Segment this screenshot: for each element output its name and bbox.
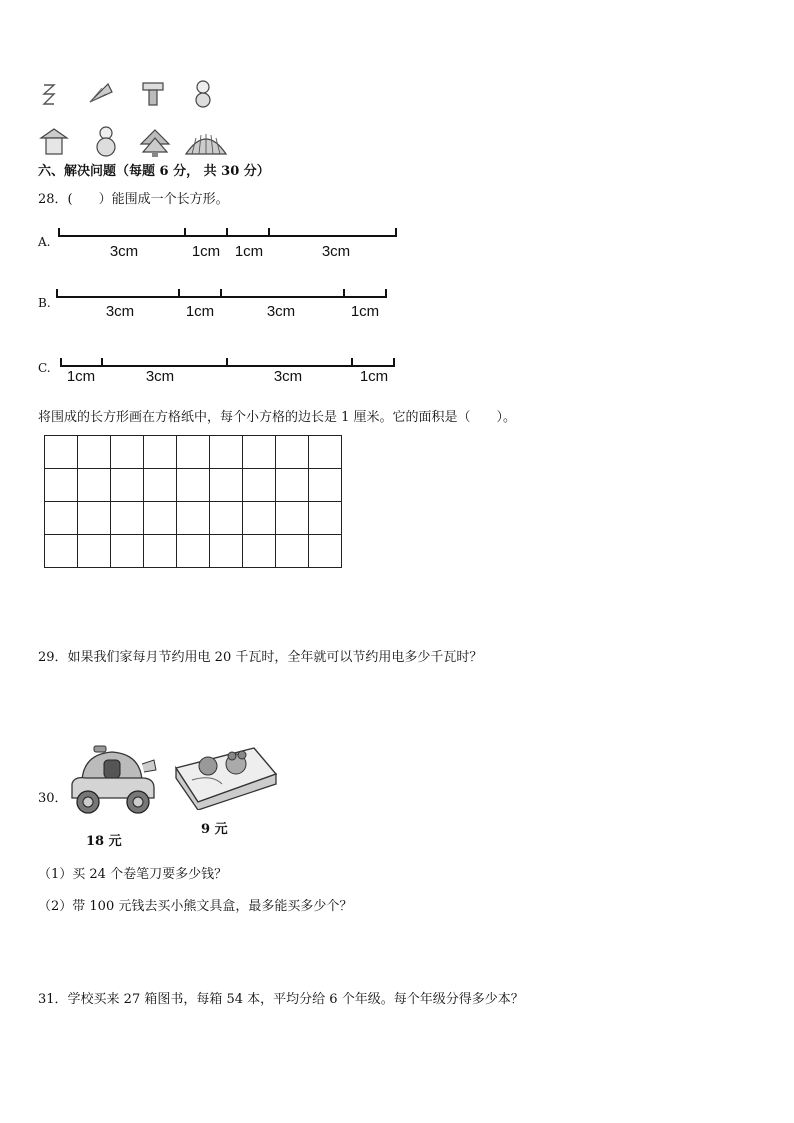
tick: [101, 358, 103, 367]
tick: [184, 228, 186, 237]
segment-length: 1cm: [234, 243, 264, 260]
pencil-sharpener-car-icon: [64, 740, 160, 820]
snowman-figure-icon: [94, 124, 118, 158]
tick: [268, 228, 270, 237]
tick: [385, 289, 387, 298]
segment-length: 3cm: [145, 368, 175, 385]
option-label: C.: [38, 361, 51, 375]
figure-eight-icon: [194, 78, 212, 110]
house-figure-icon: [38, 126, 70, 158]
segment-length: 3cm: [321, 243, 351, 260]
tick: [60, 358, 62, 367]
bear-pencil-case-icon: [172, 744, 280, 810]
segment-length: 1cm: [66, 368, 96, 385]
tick: [226, 228, 228, 237]
tick: [226, 358, 228, 367]
segment-length: 3cm: [105, 303, 135, 320]
umbrella-figure-icon: [184, 130, 228, 158]
tick: [351, 358, 353, 367]
t-shape-figure-icon: [141, 80, 165, 108]
q30-number: 30．: [38, 791, 68, 806]
section-heading: 六、解决问题（每题 6 分， 共 30 分）: [38, 164, 270, 179]
segment-length: 1cm: [350, 303, 380, 320]
segment-length: 3cm: [273, 368, 303, 385]
segment-length: 1cm: [359, 368, 389, 385]
segment-length: 3cm: [109, 243, 139, 260]
sharpener-price: 18 元: [86, 834, 122, 849]
segment-length: 1cm: [185, 303, 215, 320]
option-label: A.: [38, 235, 51, 249]
q28-followup: 将围成的长方形画在方格纸中，每个小方格的边长是 1 厘米。它的面积是（ ）。: [38, 410, 517, 425]
tick: [56, 289, 58, 298]
q29-text: 29．如果我们家每月节约用电 20 千瓦时，全年就可以节约用电多少千瓦时？: [38, 650, 483, 665]
segment-length: 1cm: [191, 243, 221, 260]
tick: [343, 289, 345, 298]
q28-stem: 28．( ）能围成一个长方形。: [38, 192, 229, 207]
q31-text: 31．学校买来 27 箱图书，每箱 54 本，平均分给 6 个年级。每个年级分得多少本？: [38, 992, 524, 1007]
option-label: B.: [38, 296, 51, 310]
zigzag-figure-icon: [40, 82, 60, 108]
segment-length: 3cm: [266, 303, 296, 320]
q30-sub1: （1）买 24 个卷笔刀要多少钱？: [38, 867, 228, 882]
tick: [220, 289, 222, 298]
tick: [58, 228, 60, 237]
pencil-case-price: 9 元: [201, 822, 228, 837]
tick: [393, 358, 395, 367]
tick: [178, 289, 180, 298]
tick: [395, 228, 397, 237]
fan-figure-icon: [86, 80, 114, 106]
q30-sub2: （2）带 100 元钱去买小熊文具盒，最多能买多少个？: [38, 899, 353, 914]
tree-figure-icon: [139, 128, 171, 158]
grid-paper: [44, 435, 342, 568]
